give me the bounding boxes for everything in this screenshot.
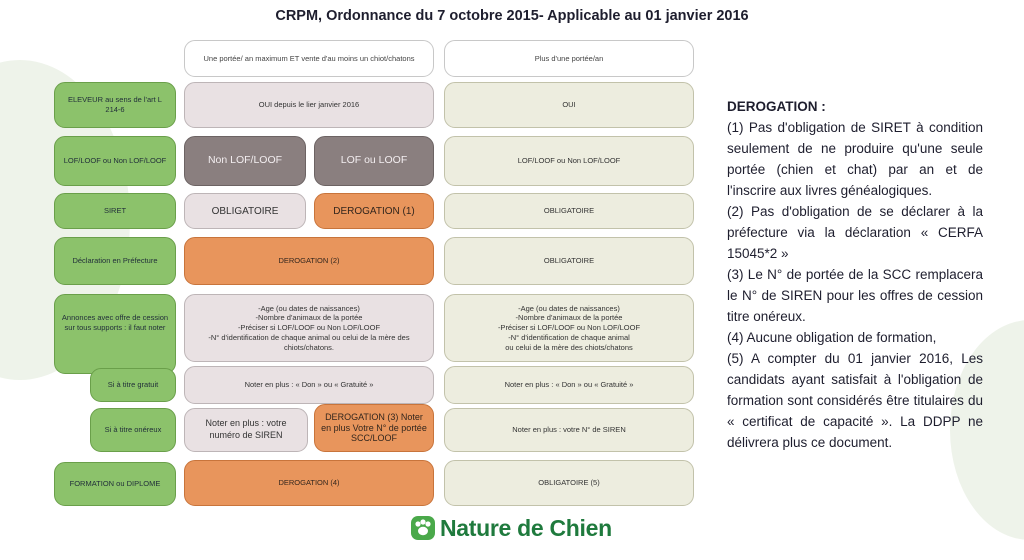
row-label-formation: FORMATION ou DIPLOME xyxy=(54,462,176,506)
annonce-line: -Préciser si LOF/LOOF ou Non LOF/LOOF xyxy=(497,323,641,333)
cell-siret-obligatoire: OBLIGATOIRE xyxy=(184,193,306,229)
cell-eleveur-one-litter: OUI depuis le lier janvier 2016 xyxy=(184,82,434,128)
paw-icon xyxy=(410,514,436,542)
cell-lof-non-lof: Non LOF/LOOF xyxy=(184,136,306,186)
logo xyxy=(410,514,612,542)
logo-text: Nature de Chien xyxy=(440,514,612,541)
cell-annonces-multiple xyxy=(444,294,694,362)
page-title: CRPM, Ordonnance du 7 octobre 2015- Applicable au 01 janvier 2016 xyxy=(275,8,749,24)
row-label-declaration: Déclaration en Préfecture xyxy=(54,237,176,285)
cell-onereux-multiple: Noter en plus : votre N° de SIREN xyxy=(444,408,694,452)
derogation-note: (3) Le N° de portée de la SCC remplacera le N° de SIREN pour les offres de cession titre onéreux. xyxy=(727,267,983,324)
row-label-siret: SIRET xyxy=(54,193,176,229)
cell-siret-multiple: OBLIGATOIRE xyxy=(444,193,694,229)
cell-annonces-one-litter xyxy=(184,294,434,362)
derogation-notes xyxy=(727,96,983,453)
cell-eleveur-multiple: OUI xyxy=(444,82,694,128)
annonce-line: -Age (ou dates de naissances) xyxy=(258,303,360,313)
cell-onereux-siren: Noter en plus : votre numéro de SIREN xyxy=(184,408,308,452)
header-one-litter: Une portée/ an maximum ET vente d'au moins un chiot/chatons xyxy=(184,40,434,77)
row-label-annonces: Annonces avec offre de cession sur tous supports : il faut noter xyxy=(54,294,176,374)
row-label-lof: LOF/LOOF ou Non LOF/LOOF xyxy=(54,136,176,186)
derogation-heading: DEROGATION : xyxy=(727,99,826,114)
annonce-line: -N° d'identification de chaque animal xyxy=(508,332,630,342)
cell-declaration-one-litter: DEROGATION (2) xyxy=(184,237,434,285)
header-multiple-litters: Plus d'une portée/an xyxy=(444,40,694,77)
annonce-line: -Nombre d'animaux de la portée xyxy=(515,313,623,323)
annonce-line: -Préciser si LOF/LOOF ou Non LOF/LOOF xyxy=(237,323,381,333)
cell-gratuit-one-litter: Noter en plus : « Don » ou « Gratuité » xyxy=(184,366,434,404)
annonce-line: ou celui de la mère des chiots/chatons xyxy=(505,342,633,352)
derogation-note: (2) Pas d'obligation de se déclarer à la préfecture via la déclaration « CERFA 15045*2 » xyxy=(727,204,983,261)
cell-lof-multiple: LOF/LOOF ou Non LOF/LOOF xyxy=(444,136,694,186)
cell-siret-derogation: DEROGATION (1) xyxy=(314,193,434,229)
cell-declaration-multiple: OBLIGATOIRE xyxy=(444,237,694,285)
derogation-note: (5) A compter du 01 janvier 2016, Les candidats ayant satisfait à l'obligation de formation sont considérés être titulaires du « certificat de capacité ». La DDPP ne délivrera plus ce document. xyxy=(727,351,983,450)
derogation-note: (1) Pas d'obligation de SIRET à condition seulement de ne produire qu'une seule portée (chien et chat) par an et de l'inscrire aux livres généalogiques. xyxy=(727,120,983,198)
annonce-line: -N° d'identification de chaque animal ou celui de la mère des chiots/chatons. xyxy=(208,332,410,352)
cell-formation-one-litter: DEROGATION (4) xyxy=(184,460,434,506)
cell-onereux-derogation: DEROGATION (3) Noter en plus Votre N° de portée SCC/LOOF xyxy=(314,404,434,452)
cell-gratuit-multiple: Noter en plus : « Don » ou « Gratuité » xyxy=(444,366,694,404)
row-label-gratuit: Si à titre gratuit xyxy=(90,368,176,402)
cell-formation-multiple: OBLIGATOIRE (5) xyxy=(444,460,694,506)
row-label-onereux: Si à titre onéreux xyxy=(90,408,176,452)
row-label-eleveur: ELEVEUR au sens de l'art L 214-6 xyxy=(54,82,176,128)
annonce-line: -Age (ou dates de naissances) xyxy=(518,303,620,313)
annonce-line: -Nombre d'animaux de la portée xyxy=(255,313,363,323)
cell-lof-lof: LOF ou LOOF xyxy=(314,136,434,186)
derogation-note: (4) Aucune obligation de formation, xyxy=(727,330,937,345)
